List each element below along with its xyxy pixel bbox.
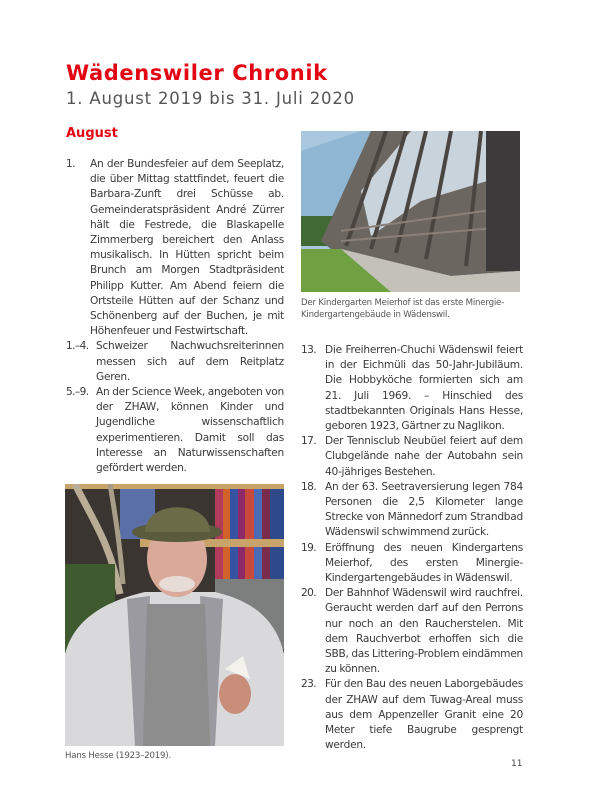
chronicle-entry: [301, 434, 523, 480]
kindergarten-photo-caption: Der Kindergarten Meierhof ist das erste Minergie-Kindergartengebäude in Wädenswil.: [301, 298, 505, 320]
right-column-entries: [301, 343, 523, 753]
month-heading: August: [66, 126, 118, 141]
entry-text: An der Science Week, angeboten von der ZHAW, können Kinder und Jugendliche wissenschaftlich experimentieren. Damit soll das Interesse an Naturwissenschaften gefördert werden.: [96, 386, 284, 475]
portrait-illustration: [65, 484, 284, 746]
chronicle-entry: [66, 385, 284, 476]
entry-date: 18.: [301, 480, 317, 493]
entry-text: Der Bahnhof Wädenswil wird rauchfrei. Geraucht werden darf auf den Perrons nur noch an den Raucherstelen. Mit dem Rauchverbot erhoffen sich die SBB, das Littering-Problem eindämmen zu können.: [325, 587, 523, 676]
kindergarten-meierhof-photo: [301, 131, 520, 292]
entry-text: Die Freiherren-Chuchi Wädenswil feiert in der Eichmüli das 50-Jahr-Jubiläum. Die Hobbyköche formierten sich am 21. Juli 1969. – Hinschied des stadtbekannten Originals Hans Hesse, geboren 1923, Gärtner zu Naglikon.: [325, 344, 523, 433]
entry-date: 1.–4.: [66, 340, 89, 353]
entry-text: An der Bundesfeier auf dem Seeplatz, die über Mittag stattfindet, feuert die Barbara-Zunft drei Schüsse ab. Gemeinderatspräsident André Zürrer hält die Festrede, die Blaskapelle Zimmerberg bereichert den Anlass musikalisch. In Hütten spricht beim Brunch am Morgen Stadtpräsident Philipp Kutter. Am Abend feiern die Ortsteile Hütten auf der Schanz und Schönenberg auf der Buchen, je mit Höhenfeuer und Festwirtschaft.: [90, 158, 284, 338]
chronicle-entry: [301, 586, 523, 677]
entry-date: 5.–9.: [66, 386, 89, 399]
hans-hesse-portrait-photo: [65, 484, 284, 746]
chronicle-entry: [301, 677, 523, 753]
entry-text: Für den Bau des neuen Laborgebäudes der ZHAW auf dem Tuwag-Areal muss aus dem Appenzeller Granit eine 20 Meter tiefe Baugrube gesprengt werden.: [325, 678, 523, 752]
entry-date: 20.: [301, 587, 317, 600]
portrait-photo-caption: Hans Hesse (1923–2019).: [65, 751, 171, 761]
entry-date: 23.: [301, 678, 317, 691]
page-title: Wädenswiler Chronik: [66, 61, 328, 85]
entry-text: An der 63. Seetraversierung legen 784 Personen die 2,5 Kilometer lange Strecke von Männedorf zum Strandbad Wädenswil schwimmend zurück.: [325, 480, 523, 539]
entry-date: 13.: [301, 344, 317, 356]
entry-text: Eröffnung des neuen Kindergartens Meierhof, des ersten Minergie-Kindergartengebäudes in Wädenswil.: [325, 541, 523, 585]
left-column-entries: [66, 157, 284, 476]
entry-text: Schweizer Nachwuchsreiterinnen messen sich auf dem Reitplatz Geren.: [96, 340, 284, 383]
chronicle-entry: [301, 480, 523, 541]
entry-text: Der Tennisclub Neubüel feiert auf dem Clubgelände nahe der Autobahn sein 40-jähriges Bestehen.: [325, 435, 523, 478]
page-number: 11: [511, 759, 523, 769]
date-range-subtitle: 1. August 2019 bis 31. Juli 2020: [66, 89, 355, 108]
kindergarten-building-illustration: [301, 131, 520, 292]
chronicle-entry: [301, 541, 523, 587]
entry-date: 17.: [301, 435, 317, 448]
entry-date: 19.: [301, 541, 317, 554]
chronicle-entry: [66, 157, 284, 339]
chronicle-entry: [301, 343, 523, 434]
entry-date: 1.: [66, 158, 75, 170]
chronicle-entry: [66, 339, 284, 385]
